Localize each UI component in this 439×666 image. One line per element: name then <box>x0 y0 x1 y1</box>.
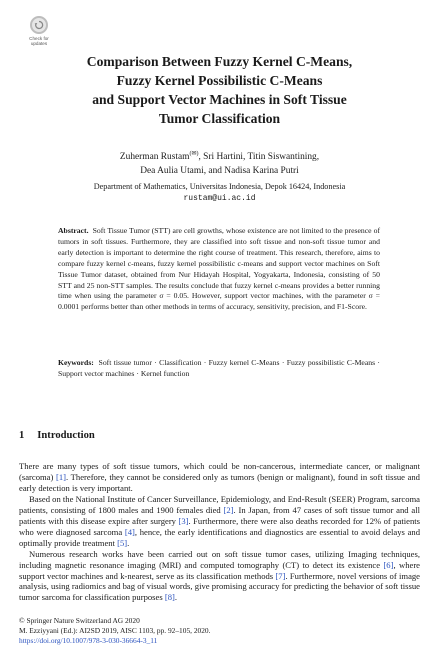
department: Department of Mathematics, Universitas Indonesia, Depok 16424, Indonesia <box>93 182 346 191</box>
title-line: Fuzzy Kernel Possibilistic C-Means <box>116 73 323 88</box>
citation-link[interactable]: [6] <box>383 559 394 570</box>
abstract <box>58 226 380 313</box>
title-line: Tumor Classification <box>158 111 281 126</box>
badge-text: Check for updates <box>29 36 49 46</box>
update-icon <box>30 16 48 34</box>
citation-link[interactable]: [3] <box>178 515 189 526</box>
citation-link[interactable]: [2] <box>223 504 234 515</box>
author-list: Zuherman Rustam(✉), Sri Hartini, Titin Siswantining, Dea Aulia Utami, and Nadisa Karina Putri <box>40 147 399 178</box>
citation-link[interactable]: [1] <box>56 471 67 482</box>
citation-link[interactable]: [4] <box>124 526 135 537</box>
abstract-text: Soft Tissue Tumor (STT) are cell growths, whose existence are not limited to the presence of tumors in soft tissues. Furthermore, they are classified into soft tissue and non-soft tissue tumor and early detection is important to determine the right course of treatment. This research, therefore, aims to compare fuzzy kernel c-means, fuzzy kernel possibilistic c-means and support vector machines on Soft Tissue Tumor dataset, obtained from Nur Hidayah Hospital, Yogyakarta, Indonesia, consisting of 50 STT and 25 non-STT samples. The results conclude that fuzzy kernel c-means provides a better running time when using the parameter σ = 0.05. However, support vector machines, with the parameter σ = 0.0001 performs better than other methods in terms of accuracy, sensitivity, precision, and F1-Score. <box>58 226 381 312</box>
abstract-label: Abstract. <box>58 226 89 235</box>
copyright: © Springer Nature Switzerland AG 2020 <box>19 616 140 625</box>
citation-link[interactable]: [8] <box>164 592 175 603</box>
keywords-text: Soft tissue tumor · Classification · Fuzzy kernel C-Means · Fuzzy possibilistic C-Means · Support vector machines · Kernel function <box>58 358 380 378</box>
citation-link[interactable]: [7] <box>275 570 286 581</box>
page-footer <box>19 616 210 647</box>
corresponding-author[interactable]: Zuherman Rustam <box>119 152 190 163</box>
envelope-icon[interactable]: (✉) <box>189 151 199 157</box>
paragraph: Numerous research works have been carried out on soft tissue tumor cases, utilizing Imaging techniques, including magnetic resonance imaging (MRI) and computed tomography (CT) to detect its existence [6], where support vector machines and k-nearest, serve as its classification methods [7]. Furthermore, novel versions of image analysis, using radiomics and bag of visual words, give promising accuracy for predicting the behavior of soft tissue tumor sarcoma for classification purposes [8]. <box>19 548 420 603</box>
paper-title <box>50 52 389 128</box>
keywords <box>58 358 380 380</box>
citation-link[interactable]: [5] <box>117 537 128 548</box>
title-line: and Support Vector Machines in Soft Tissue <box>92 92 347 107</box>
citation-info: M. Ezziyyani (Ed.): AI2SD 2019, AISC 1103, pp. 92–105, 2020. <box>19 626 211 636</box>
affiliation <box>30 181 409 205</box>
doi-link[interactable]: https://doi.org/10.1007/978-3-030-36664-3_11 <box>19 636 158 646</box>
section-heading <box>19 430 95 441</box>
keywords-label: Keywords: <box>58 358 94 367</box>
introduction-body <box>19 461 420 603</box>
section-title: Introduction <box>37 430 95 441</box>
author-line: Dea Aulia Utami, and Nadisa Karina Putri <box>140 166 299 177</box>
section-number: 1 <box>19 430 25 441</box>
author-email[interactable]: rustam@ui.ac.id <box>183 194 256 203</box>
paragraph: There are many types of soft tissue tumors, which could be non-cancerous, intermediate cancer, or malignant (sarcoma) [1]. Therefore, they cannot be considered only as tumors (benign or malignant), found in soft tissue and early detection is very important. <box>19 461 420 493</box>
check-for-updates-badge[interactable] <box>24 16 54 54</box>
title-line: Comparison Between Fuzzy Kernel C-Means, <box>86 54 353 69</box>
paragraph: Based on the National Institute of Cancer Surveillance, Epidemiology, and End-Result (SEER) Program, sarcoma patients, consisting of 1800 males and 1900 females died [2]. In Japan, from 47 cases of soft tissue tumor and all patients with this disease expire after surgery [3]. Furthermore, there were also deaths recorded for 12% of patients who were diagnosed sarcoma [4], hence, the early identifications and diagnostics are essential to avoid delays and optimally provide treatment [5]. <box>19 493 421 548</box>
